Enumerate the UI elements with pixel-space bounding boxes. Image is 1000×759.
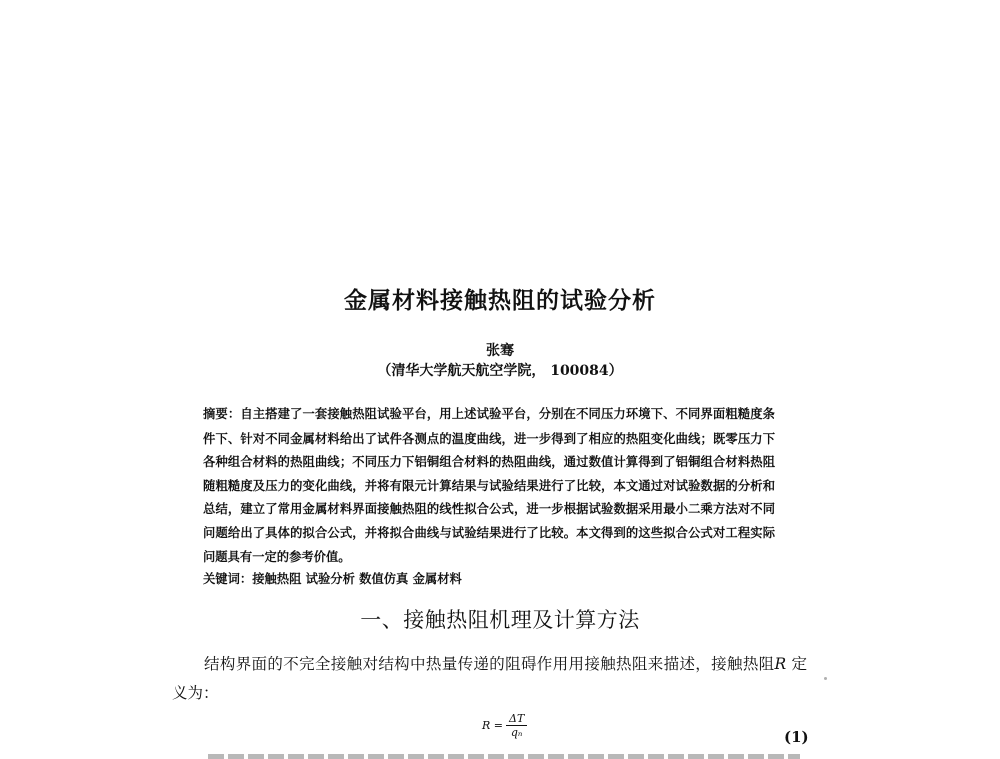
scan-speck (824, 677, 827, 680)
body-tail: 定义为： (172, 655, 807, 702)
abstract-label: 摘要： (203, 407, 241, 421)
body-text: 结构界面的不完全接触对结构中热量传递的阻碍作用用接触热阻来描述，接触热阻 (204, 655, 775, 673)
section-heading: 一、接触热阻机理及计算方法 (360, 608, 640, 632)
cut-off-text-line (208, 754, 800, 759)
formula-lhs: R = (482, 719, 503, 732)
keywords (203, 569, 462, 587)
formula-denominator: qₙ (510, 726, 523, 739)
paper-title: 金属材料接触热阻的试验分析 (344, 288, 656, 314)
abstract (203, 402, 775, 568)
equation (482, 712, 527, 739)
author-affiliation: （清华大学航天航空学院， 100084） (377, 363, 623, 379)
keywords-text: 接触热阻 试验分析 数值仿真 金属材料 (252, 571, 462, 586)
author-name: 张骞 (486, 343, 514, 359)
keywords-label: 关键词： (203, 572, 253, 586)
equation-number: (1) (784, 728, 809, 746)
formula-numerator: ΔT (506, 712, 527, 726)
body-paragraph (172, 650, 807, 708)
abstract-text: 自主搭建了一套接触热阻试验平台，用上述试验平台，分别在不同压力环境下、不同界面粗糙度条件下、针对不同金属材料给出了试件各测点的温度曲线，进一步得到了相应的热阻变化曲线；既零压力下各种组合材料的热阻曲线；不同压力下铝铜组合材料的热阻曲线，通过数值计算得到了铝铜组合材料热阻随粗糙度及压力的变化曲线，并将有限元计算结果与试验结果进行了比较，本文通过对试验数据的分析和总结，建立了常用金属材料界面接触热阻的线性拟合公式，进一步根据试验数据采用最小二乘方法对不同问题给出了具体的拟合公式，并将拟合曲线与试验结果进行了比较。本文得到的这些拟合公式对工程实际问题具有一定的参考价值。 (203, 406, 775, 564)
body-variable: R (774, 655, 787, 673)
fraction (506, 712, 527, 739)
